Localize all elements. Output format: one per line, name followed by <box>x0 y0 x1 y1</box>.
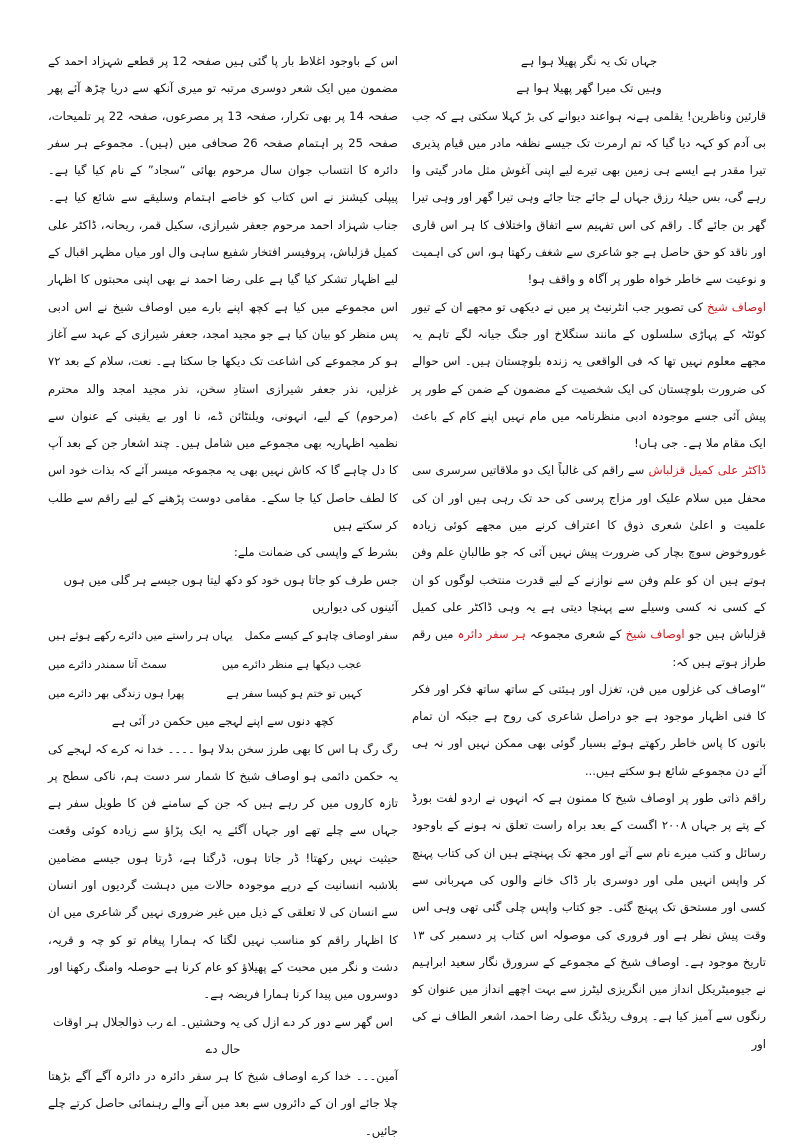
verse-line-4: کہیں تو ختم ہو کیسا سفر ہے پھرا ہوں زندگی بھر دائرے میں <box>48 687 362 701</box>
critic-paragraph: ڈاکٹر علی کمیل قزلباش سے راقم کی غالباً ایک دو ملاقاتیں سرسری سی محفل میں سلام علیک اور مزاج پرسی کی حد تک رہی ہیں اور ان کی علمیت و اعلیٰ شعری ذوق کا اعتراف کرنے میں مجھے کوئی زیادہ غوروخوض سوچ بچار کی ضرورت پیش نہیں آئی کہ جو طالبانِ علم وفن ہوتے ہیں ان کو علم وفن سے نوازنے کے لیے قدرت منتخب لوگوں کو ان کے کسی نہ کسی وسیلے سے پہنچا دیتی ہے یہ وہی ڈاکٹر علی کمیل قزلباش ہیں جو اوصاف شیخ کے شعری مجموعہ ہر سفر دائرہ میں رقم طراز ہوتے ہیں کہ: <box>412 463 766 669</box>
verse-line-1: جس طرف کو جاتا ہوں خود کو دکھ لیتا ہوں جیسے ہر گلی میں ہوں آئینوں کی دیواریں <box>63 572 398 614</box>
critic-quote: “اوصاف کی غزلوں میں فن، تغزل اور ہیئتی کے ساتھ ساتھ فکر اور فکر کا فنی اظہار موجود ہے جو دراصل شاعری کی روح ہے جبکہ ان تمام باتوں کا پاس خاطر رکھتے ہوئے بسیار گوئی بھی ممکن نہیں اور نہ ہی آئے دن مجموعے شائع ہو سکتے ہیں... <box>412 681 766 778</box>
right-column <box>412 48 766 1058</box>
intro-paragraph: قارئین وناظرین! یقلمی ہےنہ ہواعند دیوانے کی بڑ کہلا سکتی ہے کہ جب بی آدم کو کہہ دیا گیا کہ تم ارمرت تک جیسے نظفہ مادر میں قیام پذیری تیرا مقدر ہے ایسے ہی زمین بھی تیرے لیے اپنی آغوش مثل مادر گیتی وا رہے گی، بس حیلۂ رزق جہاں لے جائے جتا جائے وہی تیرا گھر اور وہی تیرا گھر بن جائے گا۔ راقم کی اس تفہیم سے اتفاق واختلاف کا ہر اس قاری اور ناقد کو حق حاصل ہے جو شاعری سے شغف رکھتا ہو، اس کی اہمیت و نوعیت سے خاطر خواہ طور پر آگاہ و واقف ہو! <box>412 108 766 287</box>
author-name-highlight-2: اوصاف شیخ <box>625 627 685 642</box>
verse-line-3: عجب دیکھا ہے منظر دائرے میں سمٹ آتا سمندر دائرے میں <box>48 658 362 672</box>
verse-line-5: کچھ دنوں سے اپنے لہجے میں حکمن در آئی ہے <box>111 714 335 729</box>
photo-paragraph-text: کی تصویر جب انٹرنیٹ پر میں نے دیکھی تو مجھے ان کے تیور کوئٹہ کے پہاڑی سلسلوں کے مانند سنگلاخ اور جنگ جیانہ لگے تاہم یہ مجھے معلوم نہیں تھا کہ فی الواقعی یہ زندہ بلوچستان ہیں۔ اس حوالے کی ضرورت بلوچستان کی ایک شخصیت کے مضمون کے ضمن کے طور پر پیش آئی جسے موجودہ ادبی منظرنامہ میں مام نہیں اپنے کام کے باعث ایک مقام ملا ہے۔ جی ہاں! <box>412 299 766 451</box>
author-name-highlight: اوصاف شیخ <box>707 299 766 314</box>
errata-paragraph-tail: بشرط کے واپسی کی ضمانت ملے: <box>233 545 398 560</box>
closing-section <box>48 736 398 1145</box>
style-paragraph: رگ رگ ہا اس کا بھی طرز سخن بدلا ہوا ۔۔۔۔ خدا نہ کرے کہ لہجے کی یہ حکمن دائمی ہو اوصاف شیخ کا شمار سر دست ہم، ناکی سطح پر تازہ کاروں میں کر رہے ہیں کہ جن کے سامنے فن کا طویل سفر ہے جہاں سے چلے تھے اور جہاں آگئے یہ ایک پڑاؤ سے زیادہ کوئی وقعت حیثیت نہیں رکھتا! ڈر جاتا ہوں، ڈرگتا ہے، ڈرتا ہوں جیسے مضامین بلاشبہ انسانیت کے درپے موجودہ حالات میں دہشت گردیوں اور انسان سے انسان کی لا تعلقی کے ذیل میں غیر ضروری نہیں گر شاعری میں ان کا اظہار راقم کو مناسب نہیں لگتا کہ ہمارا پیغام تو کو چہ و قریہ، دشت و نگر میں محبت کے پھیلاؤ کو عام کرنا ہے حوصلہ وامنگ رکھنا اور دوسروں میں پیدا کرنا ہمارا فریضہ ہے۔ <box>48 741 398 1002</box>
critic-name-highlight: ڈاکٹر علی کمیل قزلباش <box>648 463 766 478</box>
photo-paragraph <box>412 294 766 458</box>
gratitude-paragraph: راقم ذاتی طور پر اوصاف شیخ کا ممنون ہے کہ انہوں نے اردو لفت بورڈ کے پتے پر جہاں ۲۰۰۸ اگست کے بعد براہ راست تعلق نہ ہونے کے باوجود رسائل و کتب میرے نام سے آتے اور مجھ تک پہنچتے ہیں ان کی کتاب پہنچ کر واپس انہیں ملی اور دوسری بار ڈاک خانے والوں کی مہربانی سے کسی اور مستحق تک پہنچ گئی۔ جو کتاب واپس چلی گئی تھی وہی اس وقت پیش نظر ہے اور فروری کی موصولہ اس کتاب پر دسمبر کی ۱۳ تاریخ موجود ہے۔ اوصاف شیخ کے مجموعے کے سرورق نگار سعید ابراہیم نے جیومیٹریکل انداز میں انگریزی لیٹرز سے بہت اچھے انداز میں عنوان کو رنگوں سے آمیز کیا ہے۔ پروف ریڈنگ علی رضا احمد، اشعر الطاف نے کی اور <box>412 791 766 1051</box>
left-column <box>48 48 398 1145</box>
closing-prayer: آمین۔۔۔ خدا کرے اوصاف شیخ کا ہر سفر دائرہ در دائرہ آگے آگے بڑھتا چلا جائے اور ان کے دائروں سے بعد میں آنے والے رہنمائی حاصل کرتے چلے جائیں۔ <box>48 1069 398 1138</box>
errata-paragraph: اس کے باوجود اغلاط بار پا گئی ہیں صفحہ 12 پر قطعے شہزاد احمد کے مضمون میں ایک شعر دوسری مرتبہ تو میری آنکھ سے دریا چڑھ آئے پھر صفحہ 14 پر بھی تکرار، صفحہ 13 پر مصرعوں، صفحہ 22 پر تلمیحات، صفحہ 25 پر اہتمام صفحہ 26 صحافی میں (ہیں)۔ مجموعے ہر سفر دائرہ کا انتساب جوان سال مرحوم بھائی “سجاد” کے نام کیا گیا ہے۔ پیپلی کیشنز نے اس کتاب کو خاصے اہتمام وسلیقے سے شائع کیا ہے۔ جناب شہزاد احمد مرحوم جعفر شیرازی، سکیل قمر، ریحانہ، ڈاکٹر علی کمیل قزلباش، پروفیسر افتخار شفیع ساہی وال اور میاں مظہر اقبال کے لیے اظہار تشکر کیا گیا ہے علی رضا احمد نے بھی اپنی محبتوں کا اظہار اس مجموعے میں کیا ہے کچھ اپنے بارے میں اوصاف شیخ نے اس ادبی پس منظر کو بیان کیا ہے جو مجید امجد، جعفر شیرازی کے عہد سے آغاز ہو کر مجموعے کی اشاعت تک دیکھا جا سکتا ہے۔ نعت، سلام کے بعد ۷۲ غزلیں، نذر جعفر شیرازی استادِ سخن، نذر مجید امجد والد محترم (مرحوم) کے لیے، انہونی، ویلنٹائن ڈے، نا اور بے یقینی کے عنوان سے نظمیہ اظہاریہ بھی مجموعے میں شامل ہیں۔ چند اشعار جن کے بعد آپ کا دل چاہے گا کہ کاش نہیں بھی یہ مجموعہ میسر آئے کہ بذات خود اس کا لطف حاصل کیا جا سکے۔ مقامی دوست پڑھنے کے لیے راقم سے طلب کر سکتے ہیں <box>48 54 399 533</box>
opening-couplet-line-1: جہاں تک یہ نگر پھیلا ہوا ہے <box>520 54 658 68</box>
verse-line-2: سفر اوصاف چاہو کے کیسے مکمل یہاں ہر راستے میں دائرے رکھے ہوئے ہیں <box>48 629 398 643</box>
prayer-verse: اس گھر سے دور کر دے ازل کی یہ وحشتیں۔ اے رب ذوالجلال ہر اوقات حال دے <box>52 1014 393 1056</box>
opening-couplet-line-2: وہیں تک میرا گھر پھیلا ہوا ہے <box>516 81 662 96</box>
book-title-highlight: ہر سفر دائرہ <box>457 627 526 642</box>
